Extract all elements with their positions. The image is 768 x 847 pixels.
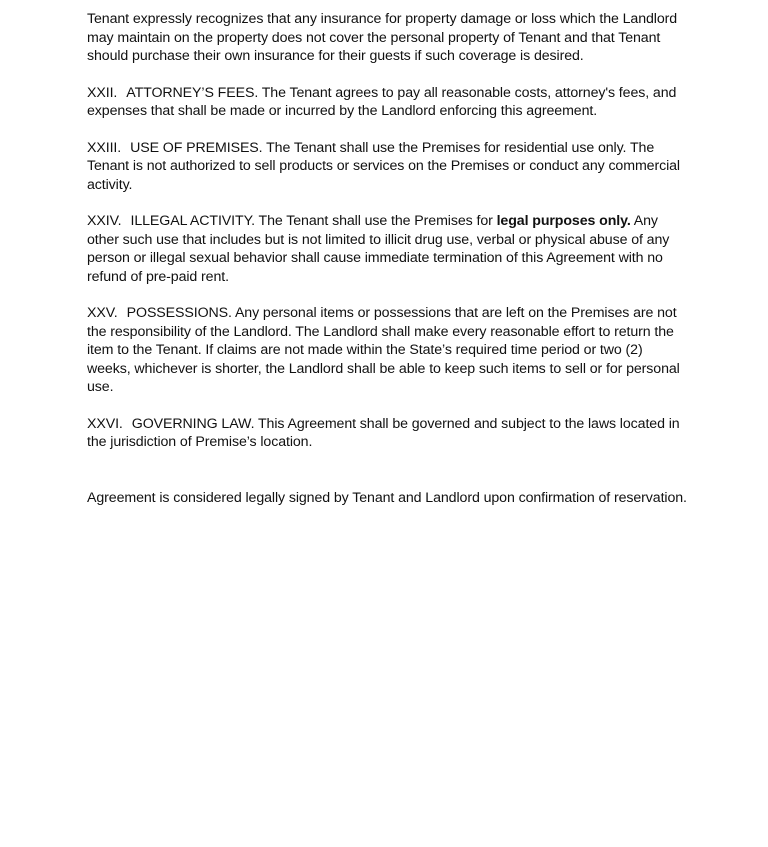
section-numeral: XXII. [87, 84, 118, 101]
section-numeral: XXVI. [87, 415, 123, 432]
section-text: POSSESSIONS. Any personal items or possessions that are left on the Premises are not the responsibility of the Landlord. The Landlord shall make every reasonable effort to return the item to the Tenant. If claims are not made within the State’s required time period or two (2) weeks, whichever is shorter, the Landlord shall be able to keep such items to sell or for personal use. [87, 305, 680, 395]
document-page [87, 10, 687, 525]
section-text-continued: Any other such use that includes but is not limited to illicit drug use, verbal or physical abuse of any person or illegal sexual behavior shall cause immediate termination of this Agreement with no refund of pre-paid rent. [87, 213, 670, 285]
section-governing-law [87, 415, 687, 452]
section-numeral: XXIII. [87, 139, 122, 156]
closing-paragraph: Agreement is considered legally signed by Tenant and Landlord upon confirmation of reservation. [87, 489, 687, 506]
section-use-of-premises [87, 139, 687, 195]
section-numeral: XXV. [87, 305, 118, 321]
section-numeral: XXIV. [87, 213, 122, 229]
section-text: GOVERNING LAW. This Agreement shall be governed and subject to the laws located in the jurisdiction of Premise’s location. [87, 415, 680, 450]
section-attorneys-fees [87, 84, 687, 121]
section-text: USE OF PREMISES. The Tenant shall use the Premises for residential use only. The Tenant is not authorized to sell products or services on the Premises or conduct any commercial activity. [87, 139, 680, 193]
section-text: ILLEGAL ACTIVITY. The Tenant shall use the Premises for [130, 213, 497, 229]
insurance-paragraph: Tenant expressly recognizes that any insurance for property damage or loss which the Landlord may maintain on the property does not cover the personal property of Tenant and that Tenant should purchase their own insurance for their guests if such coverage is desired. [87, 11, 678, 64]
section-bold-text: legal purposes only. [496, 213, 631, 229]
section-illegal-activity [87, 212, 687, 286]
section-text: ATTORNEY’S FEES. The Tenant agrees to pay all reasonable costs, attorney's fees, and expenses that shall be made or incurred by the Landlord enforcing this agreement. [87, 84, 677, 119]
section-possessions [87, 304, 687, 397]
